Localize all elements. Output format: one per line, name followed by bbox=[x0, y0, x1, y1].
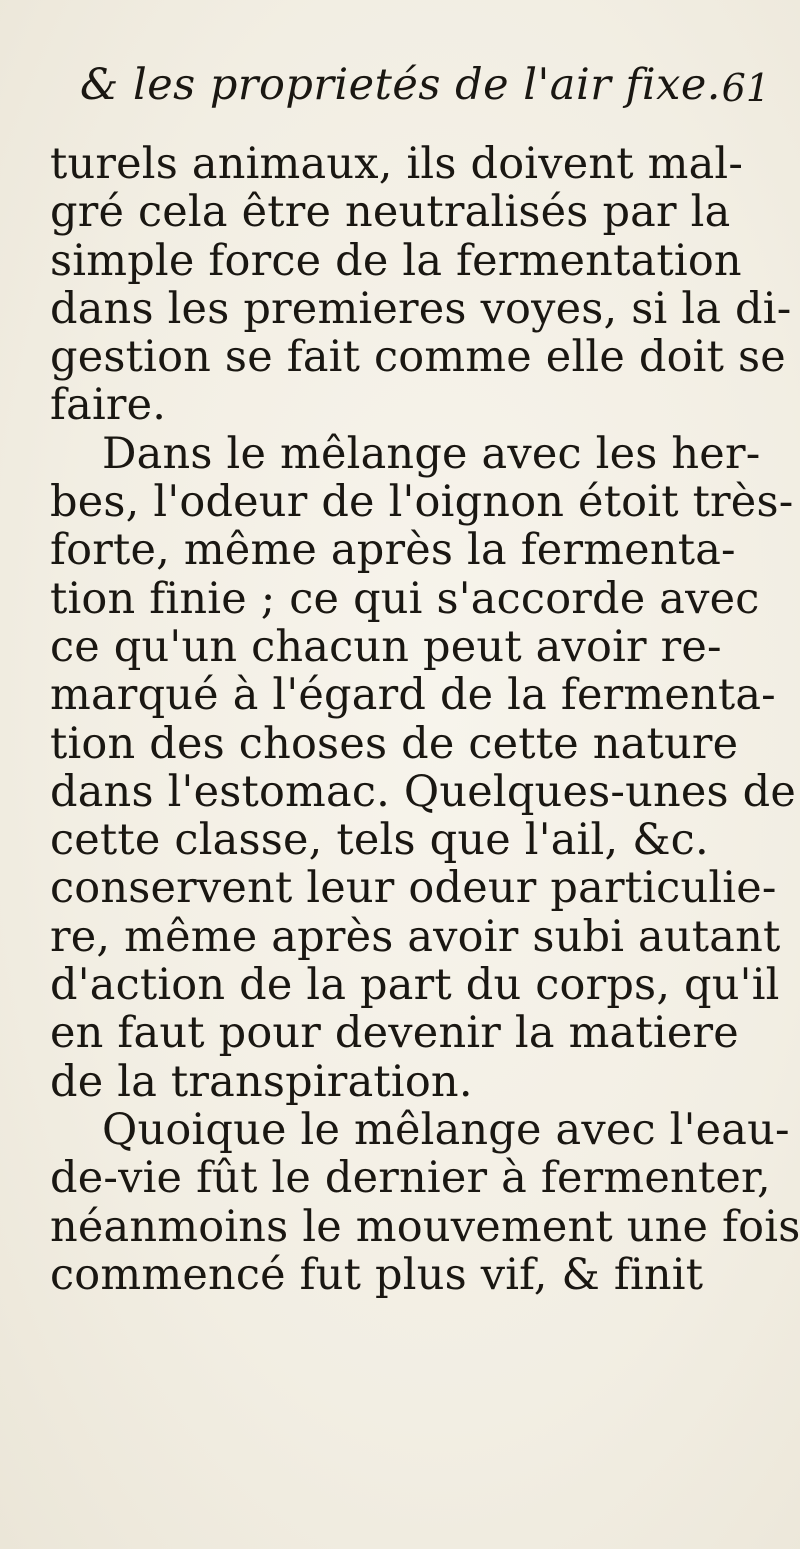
page-number: 61 bbox=[721, 66, 770, 110]
text-line: conservent leur odeur particulie- bbox=[50, 863, 777, 914]
text-line: de-vie fût le dernier à fermenter, bbox=[50, 1153, 771, 1204]
text-line: en faut pour devenir la matiere bbox=[50, 1008, 739, 1059]
text-line: dans l'estomac. Quelques-unes de bbox=[50, 766, 797, 817]
text-line: turels animaux, ils doivent mal- bbox=[50, 139, 744, 189]
text-line: d'action de la part du corps, qu'il bbox=[50, 960, 780, 1011]
text-line: de la transpiration. bbox=[50, 1056, 473, 1107]
body-text bbox=[50, 139, 800, 1300]
text-line: marqué à l'égard de la fermenta- bbox=[50, 670, 776, 721]
text-line: re, même après avoir subi autant bbox=[50, 911, 781, 962]
text-line: faire. bbox=[50, 380, 167, 431]
text-line: forte, même après la fermenta- bbox=[50, 525, 736, 576]
text-line: commencé fut plus vif, & finit bbox=[50, 1249, 704, 1300]
text-line: gré cela être neutralisés par la bbox=[50, 187, 731, 238]
text-line: bes, l'odeur de l'oignon étoit très- bbox=[50, 477, 794, 528]
text-line: simple force de la fermentation bbox=[50, 235, 742, 286]
paragraph-start-line: Quoique le mêlange avec l'eau- bbox=[102, 1104, 790, 1155]
text-line: gestion se fait comme elle doit se bbox=[50, 332, 786, 383]
text-line: tion finie ; ce qui s'accorde avec bbox=[50, 573, 760, 624]
text-line: cette classe, tels que l'ail, &c. bbox=[50, 815, 709, 866]
text-line: tion des choses de cette nature bbox=[50, 718, 739, 769]
text-line: néanmoins le mouvement une fois bbox=[50, 1201, 800, 1252]
page-header bbox=[80, 60, 770, 130]
running-title: & les proprietés de l'air fixe. bbox=[80, 60, 721, 110]
paragraph-start-line: Dans le mêlange avec les her- bbox=[102, 428, 761, 479]
text-line: ce qu'un chacun peut avoir re- bbox=[50, 621, 722, 672]
text-line: dans les premieres voyes, si la di- bbox=[50, 283, 792, 334]
